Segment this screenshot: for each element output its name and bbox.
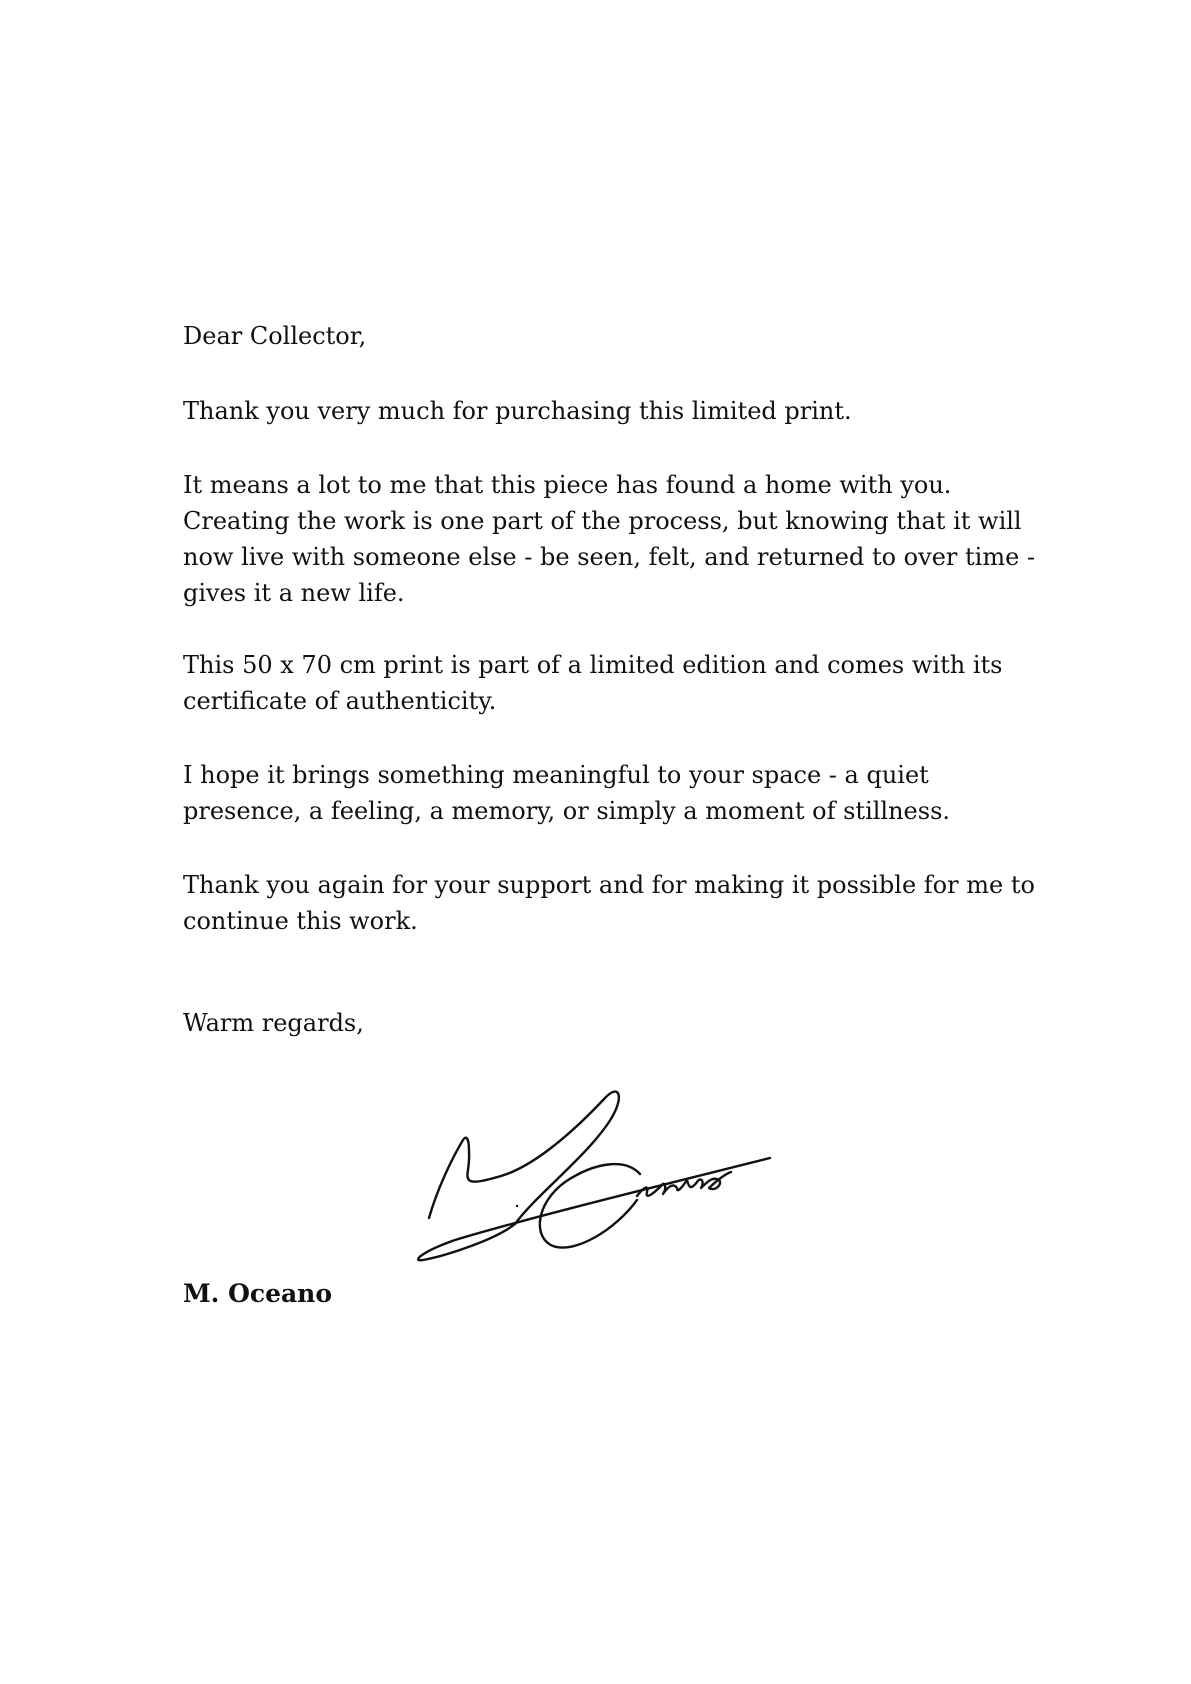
handwritten-signature <box>415 1070 785 1270</box>
closing: Warm regards, <box>183 1009 364 1037</box>
paragraph-thank-you: Thank you very much for purchasing this limited print. <box>183 397 852 425</box>
paragraph-meaning: It means a lot to me that this piece has found a home with you. Creating the work is one part of the process, but knowing that it will now live with someone else - be seen, felt, and returned to over time - gives it a new life. <box>183 471 1036 607</box>
salutation: Dear Collector, <box>183 322 367 350</box>
paragraph-hope: I hope it brings something meaningful to your space - a quiet presence, a feeling, a memory, or simply a moment of stillness. <box>183 761 951 825</box>
paragraph-support: Thank you again for your support and for making it possible for me to continue this work. <box>183 871 1035 935</box>
signer-name: M. Oceano <box>183 1279 333 1308</box>
paragraph-edition: This 50 x 70 cm print is part of a limited edition and comes with its certificate of authenticity. <box>183 651 1003 715</box>
signature-drawing <box>415 1070 785 1270</box>
